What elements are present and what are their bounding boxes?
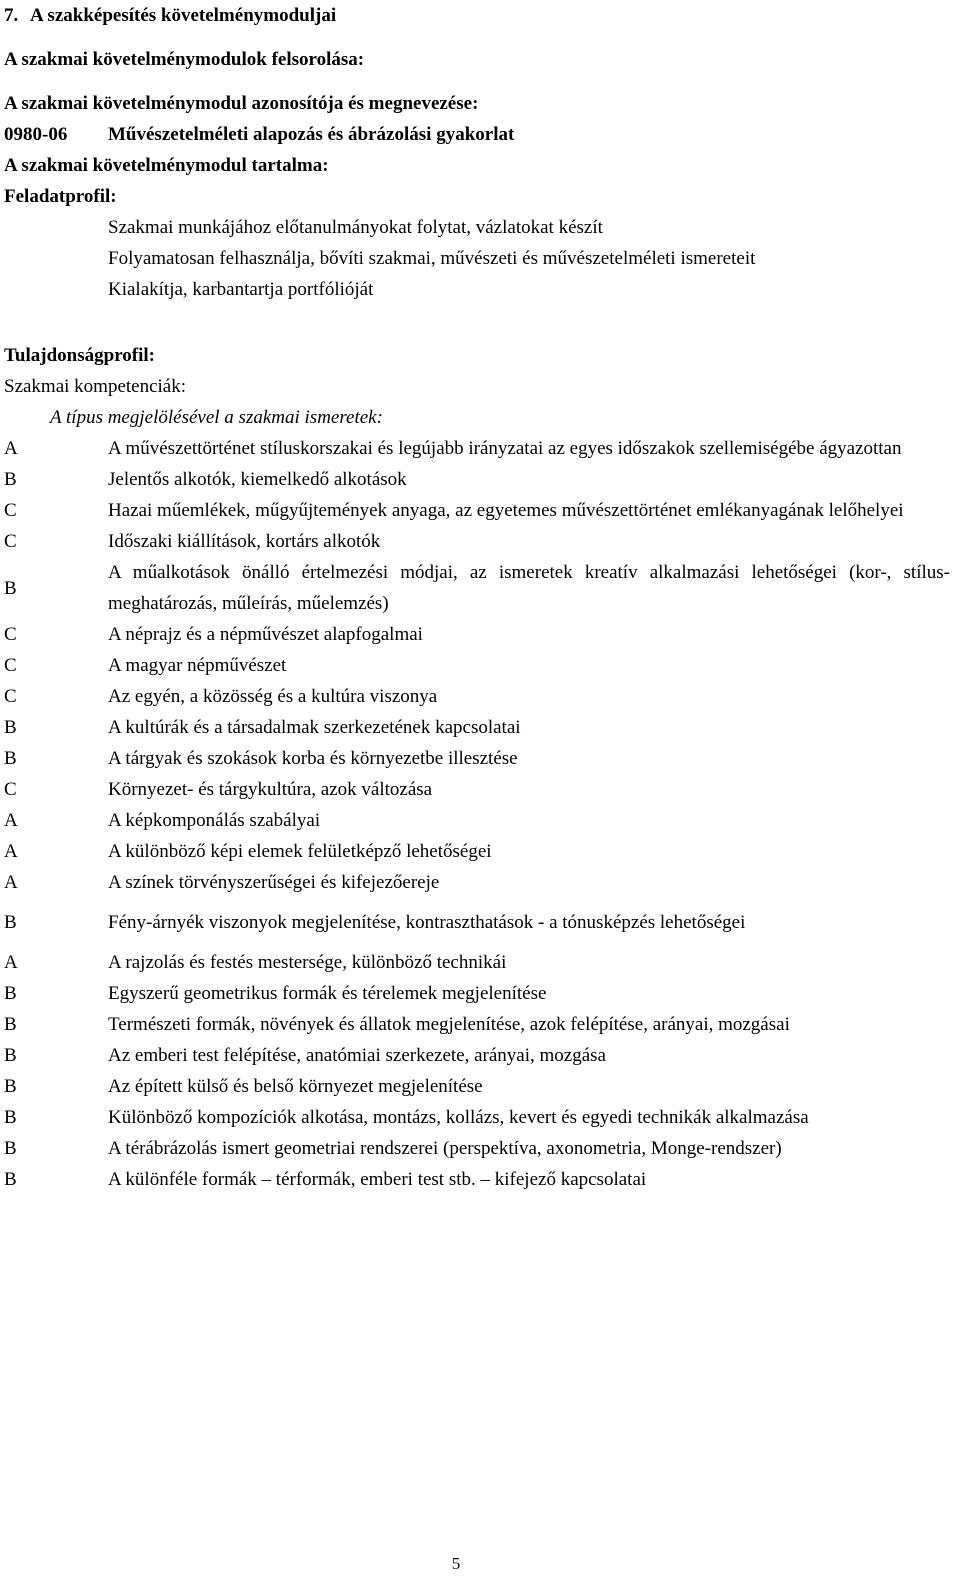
competence-level: B	[4, 748, 17, 769]
competence-level: A	[4, 952, 18, 973]
competence-row	[4, 526, 950, 557]
competence-level: B	[4, 577, 17, 599]
competence-text: A térábrázolás ismert geometriai rendszerei (perspektíva, axonometria, Monge-rendszer)	[108, 1138, 782, 1159]
competence-row	[4, 650, 950, 681]
competence-row	[4, 495, 950, 526]
competence-text: A rajzolás és festés mestersége, különböző technikái	[108, 952, 507, 973]
competence-level: A	[4, 438, 18, 459]
competence-row	[4, 805, 950, 836]
competence-level: C	[4, 500, 17, 521]
competence-level: B	[4, 983, 17, 1004]
competence-row	[4, 947, 950, 978]
competence-text: A színek törvényszerűségei és kifejezőereje	[108, 872, 440, 893]
competence-level: A	[4, 872, 18, 893]
competence-list	[4, 433, 950, 1195]
competence-text: Különböző kompozíciók alkotása, montázs, kollázs, kevert és egyedi technikák alkalmazása	[108, 1107, 809, 1128]
competence-level: B	[4, 469, 17, 490]
competence-text: Környezet- és tárgykultúra, azok változása	[108, 779, 433, 800]
competence-text: A néprajz és a népművészet alapfogalmai	[108, 624, 423, 645]
competence-level: A	[4, 841, 18, 862]
competence-text: A műalkotások önálló értelmezési módjai, az ismeretek kreatív alkalmazási lehetőségei (kor-, stílus-meghatározás, műleírás, műelemzés)	[108, 562, 950, 614]
competence-level: C	[4, 686, 17, 707]
competence-row	[4, 774, 950, 805]
section-number: 7.	[4, 5, 19, 26]
competence-row	[4, 1071, 950, 1102]
competence-level: C	[4, 655, 17, 676]
competence-text: A kultúrák és a társadalmak szerkezetének kapcsolatai	[108, 717, 521, 738]
module-code: 0980-06	[4, 124, 68, 145]
competence-text: Az egyén, a közösség és a kultúra viszonya	[108, 686, 438, 707]
competence-text: Az emberi test felépítése, anatómiai szerkezete, arányai, mozgása	[108, 1045, 606, 1066]
module-content-heading: A szakmai követelménymodul tartalma:	[4, 155, 329, 176]
competence-level: C	[4, 531, 17, 552]
competence-text: Időszaki kiállítások, kortárs alkotók	[108, 531, 381, 552]
page-number: 5	[451, 1554, 461, 1573]
competence-level: B	[4, 912, 17, 933]
competence-text: Hazai műemlékek, műgyűjtemények anyaga, az egyetemes művészettörténet emlékanyagának lelőhelyei	[108, 500, 904, 521]
competence-text: Egyszerű geometrikus formák és térelemek megjelenítése	[108, 983, 547, 1004]
competence-text: A magyar népművészet	[108, 655, 287, 676]
task-profile-heading: Feladatprofil:	[4, 186, 117, 207]
competence-row	[4, 681, 950, 712]
competence-row	[4, 907, 950, 938]
competence-text: Az épített külső és belső környezet megjelenítése	[108, 1076, 483, 1097]
competence-row	[4, 978, 950, 1009]
competence-row	[4, 1164, 950, 1195]
competence-level: C	[4, 779, 17, 800]
competence-text: A tárgyak és szokások korba és környezetbe illesztése	[108, 748, 518, 769]
type-heading: A típus megjelölésével a szakmai ismeretek:	[50, 407, 383, 428]
competence-row	[4, 557, 950, 619]
task-item: Kialakítja, karbantartja portfólióját	[108, 279, 374, 300]
competence-row	[4, 743, 950, 774]
property-profile-heading: Tulajdonságprofil:	[4, 345, 155, 366]
competence-level: B	[4, 1076, 17, 1097]
competence-text: Jelentős alkotók, kiemelkedő alkotások	[108, 469, 407, 490]
document-page	[4, 0, 950, 1195]
competences-heading: Szakmai kompetenciák:	[4, 376, 187, 397]
competence-text: A különböző képi elemek felületképző lehetőségei	[108, 841, 492, 862]
competence-text: A művészettörténet stíluskorszakai és legújabb irányzatai az egyes időszakok szellemiségébe ágyazottan	[108, 438, 902, 459]
module-id-heading: A szakmai követelménymodul azonosítója és megnevezése:	[4, 93, 479, 114]
competence-level: C	[4, 624, 17, 645]
competence-level: A	[4, 810, 18, 831]
competence-level: B	[4, 1014, 17, 1035]
competence-text: A különféle formák – térformák, emberi test stb. – kifejező kapcsolatai	[108, 1169, 647, 1190]
competence-row	[4, 712, 950, 743]
competence-level: B	[4, 1138, 17, 1159]
competence-row	[4, 619, 950, 650]
competence-level: B	[4, 1169, 17, 1190]
competence-text: A képkomponálás szabályai	[108, 810, 321, 831]
competence-text: Fény-árnyék viszonyok megjelenítése, kontraszthatások - a tónusképzés lehetőségei	[108, 912, 746, 933]
competence-row	[4, 1133, 950, 1164]
modules-list-heading: A szakmai követelménymodulok felsorolása:	[4, 49, 365, 70]
competence-row	[4, 464, 950, 495]
section-heading	[4, 0, 950, 31]
competence-level: B	[4, 1107, 17, 1128]
competence-row	[4, 1040, 950, 1071]
competence-row	[4, 1102, 950, 1133]
competence-row	[4, 433, 950, 464]
module-name: Művészetelméleti alapozás és ábrázolási gyakorlat	[108, 124, 515, 145]
competence-row	[4, 836, 950, 867]
competence-row	[4, 1009, 950, 1040]
competence-row	[4, 867, 950, 898]
competence-level: B	[4, 1045, 17, 1066]
module-title	[4, 119, 950, 150]
competence-level: B	[4, 717, 17, 738]
task-item: Folyamatosan felhasználja, bővíti szakmai, művészeti és művészetelméleti ismereteit	[108, 248, 756, 269]
task-profile-list	[4, 212, 950, 305]
competence-text: Természeti formák, növények és állatok megjelenítése, azok felépítése, arányai, mozgásai	[108, 1014, 790, 1035]
section-title: A szakképesítés követelménymoduljai	[30, 5, 337, 26]
task-item: Szakmai munkájához előtanulmányokat folytat, vázlatokat készít	[108, 217, 603, 238]
